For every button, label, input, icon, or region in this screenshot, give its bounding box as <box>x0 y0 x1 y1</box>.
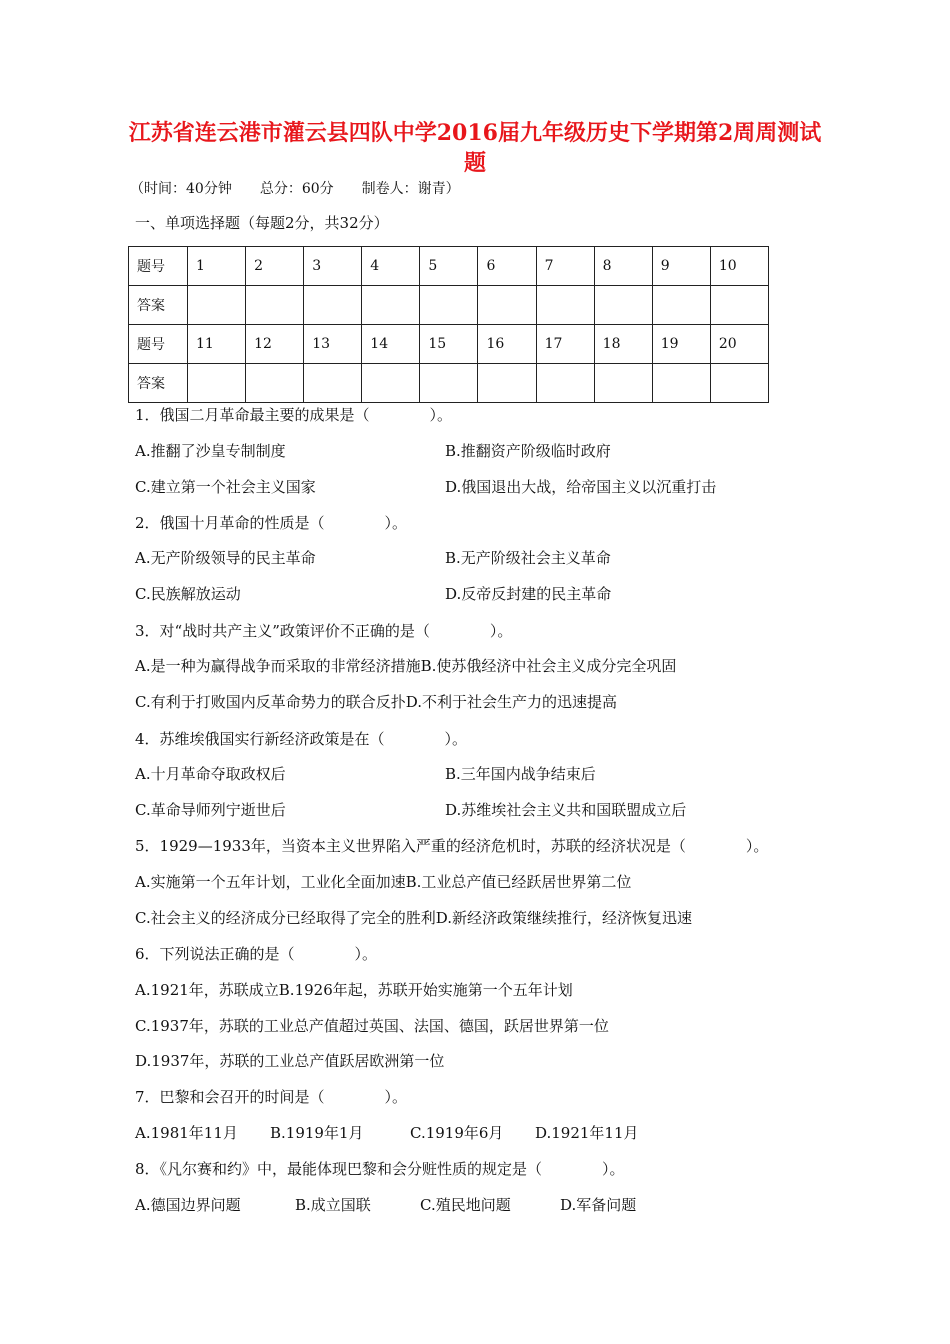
question-8-option-a: A.德国边界问题 <box>135 1196 241 1214</box>
question-7-option-d: D.1921年11月 <box>535 1124 639 1142</box>
question-4-option-d: D.苏维埃社会主义共和国联盟成立后 <box>445 801 687 819</box>
answer-cell <box>594 286 652 325</box>
question-4-option-b: B.三年国内战争结束后 <box>445 765 596 783</box>
table-cell: 5 <box>420 247 478 286</box>
question-2-option-a: A.无产阶级领导的民主革命 <box>135 549 316 567</box>
exam-info: （时间：40分钟 总分：60分 制卷人：谢青） <box>130 181 460 197</box>
question-6-stem: 6．下列说法正确的是（ ）。 <box>135 945 378 963</box>
question-4-stem: 4．苏维埃俄国实行新经济政策是在（ ）。 <box>135 730 468 748</box>
table-cell: 16 <box>478 325 536 364</box>
answer-cell <box>246 286 304 325</box>
answer-cell <box>594 364 652 403</box>
answer-cell <box>710 286 768 325</box>
table-cell: 4 <box>362 247 420 286</box>
answer-cell <box>362 286 420 325</box>
question-2-option-d: D.反帝反封建的民主革命 <box>445 585 612 603</box>
question-2-option-c: C.民族解放运动 <box>135 585 241 603</box>
answer-table <box>128 246 769 403</box>
question-7-options <box>135 1122 639 1143</box>
answer-cell <box>478 364 536 403</box>
question-7-option-c: C.1919年6月 <box>410 1124 504 1142</box>
question-4-option-c: C.革命导师列宁逝世后 <box>135 801 286 819</box>
table-cell: 14 <box>362 325 420 364</box>
table-cell: 2 <box>246 247 304 286</box>
question-7-option-a: A.1981年11月 <box>135 1124 238 1142</box>
answer-cell <box>188 286 246 325</box>
section-heading: 一、单项选择题（每题2分，共32分） <box>135 214 389 232</box>
answer-cell <box>420 286 478 325</box>
table-row <box>129 247 769 286</box>
question-5-stem: 5．1929—1933年，当资本主义世界陷入严重的经济危机时，苏联的经济状况是（ ）。 <box>135 837 769 855</box>
question-6-options-line-3: D.1937年，苏联的工业总产值跃居欧洲第一位 <box>135 1052 445 1070</box>
question-8-option-b: B.成立国联 <box>295 1196 371 1214</box>
question-1-option-b: B.推翻资产阶级临时政府 <box>445 442 611 460</box>
question-8-option-c: C.殖民地问题 <box>420 1196 511 1214</box>
question-4-option-a: A.十月革命夺取政权后 <box>135 765 286 783</box>
table-row <box>129 364 769 403</box>
question-7-stem: 7．巴黎和会召开的时间是（ ）。 <box>135 1088 408 1106</box>
question-2-option-b: B.无产阶级社会主义革命 <box>445 549 611 567</box>
table-cell: 17 <box>536 325 594 364</box>
table-cell: 11 <box>188 325 246 364</box>
answer-cell <box>420 364 478 403</box>
answer-cell <box>536 286 594 325</box>
table-cell: 20 <box>710 325 768 364</box>
question-1-option-d: D.俄国退出大战，给帝国主义以沉重打击 <box>445 478 717 496</box>
table-cell: 7 <box>536 247 594 286</box>
document-title: 江苏省连云港市灌云县四队中学2016届九年级历史下学期第2周周测试题 <box>128 120 822 176</box>
answer-cell <box>652 286 710 325</box>
question-3-options-line-2: C.有利于打败国内反革命势力的联合反扑D.不利于社会生产力的迅速提高 <box>135 693 617 711</box>
table-row <box>129 325 769 364</box>
table-header-cell: 题号 <box>129 325 188 364</box>
question-8-options <box>135 1194 636 1215</box>
question-8-stem: 8．《凡尔赛和约》中，最能体现巴黎和会分赃性质的规定是（ ）。 <box>135 1160 625 1178</box>
table-cell: 3 <box>304 247 362 286</box>
table-cell: 15 <box>420 325 478 364</box>
table-cell: 18 <box>594 325 652 364</box>
answer-cell <box>710 364 768 403</box>
question-1-stem: 1．俄国二月革命最主要的成果是（ ）。 <box>135 406 453 424</box>
question-8-option-d: D.军备问题 <box>560 1196 637 1214</box>
table-cell: 13 <box>304 325 362 364</box>
answer-cell <box>304 286 362 325</box>
table-cell: 6 <box>478 247 536 286</box>
question-5-options-line-2: C.社会主义的经济成分已经取得了完全的胜利D.新经济政策继续推行，经济恢复迅速 <box>135 909 692 927</box>
table-cell: 10 <box>710 247 768 286</box>
answer-cell <box>478 286 536 325</box>
table-cell: 9 <box>652 247 710 286</box>
question-2-stem: 2．俄国十月革命的性质是（ ）。 <box>135 514 408 532</box>
question-1-option-a: A.推翻了沙皇专制制度 <box>135 442 286 460</box>
table-cell: 12 <box>246 325 304 364</box>
table-cell: 19 <box>652 325 710 364</box>
table-row <box>129 286 769 325</box>
answer-cell <box>304 364 362 403</box>
answer-cell <box>246 364 304 403</box>
answer-cell <box>536 364 594 403</box>
answer-cell <box>652 364 710 403</box>
question-1-option-c: C.建立第一个社会主义国家 <box>135 478 316 496</box>
table-cell: 8 <box>594 247 652 286</box>
answer-cell <box>362 364 420 403</box>
table-header-cell: 题号 <box>129 247 188 286</box>
question-3-options-line-1: A.是一种为赢得战争而采取的非常经济措施B.使苏俄经济中社会主义成分完全巩固 <box>135 657 677 675</box>
table-header-cell: 答案 <box>129 286 188 325</box>
question-7-option-b: B.1919年1月 <box>270 1124 364 1142</box>
question-3-stem: 3．对“战时共产主义”政策评价不正确的是（ ）。 <box>135 622 513 640</box>
table-cell: 1 <box>188 247 246 286</box>
table-header-cell: 答案 <box>129 364 188 403</box>
answer-cell <box>188 364 246 403</box>
question-6-options-line-2: C.1937年，苏联的工业总产值超过英国、法国、德国，跃居世界第一位 <box>135 1017 609 1035</box>
question-5-options-line-1: A.实施第一个五年计划，工业化全面加速B.工业总产值已经跃居世界第二位 <box>135 873 632 891</box>
question-6-options-line-1: A.1921年，苏联成立B.1926年起，苏联开始实施第一个五年计划 <box>135 981 573 999</box>
